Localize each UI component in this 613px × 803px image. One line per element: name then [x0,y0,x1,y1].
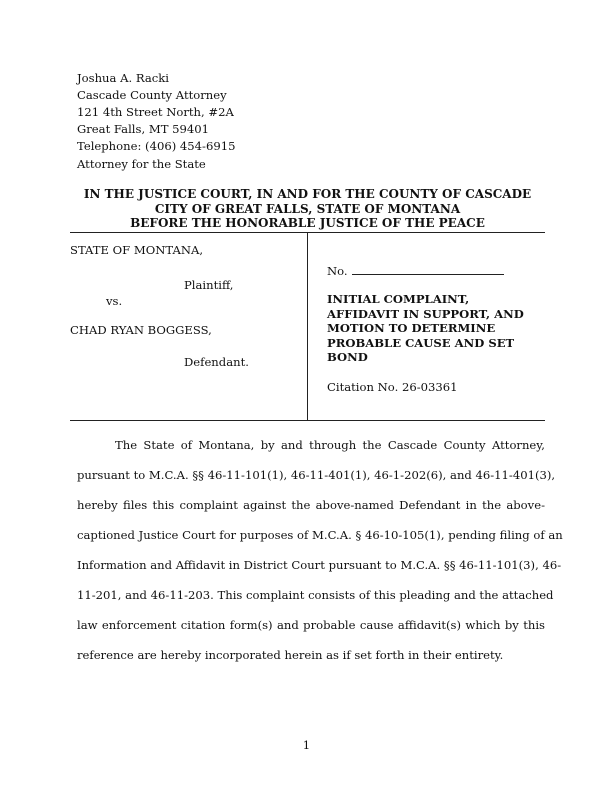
court-heading-line: CITY OF GREAT FALLS, STATE OF MONTANA [154,201,461,216]
defendant-label: Defendant. [184,355,249,369]
paragraph-line: Information and Affidavit in District Court pursuant to M.C.A. §§ 46-11-101(3), 46- [77,558,562,572]
document-title-line: BOND [327,350,368,364]
paragraph-line: law enforcement citation form(s) and probable cause affidavit(s) which by this [77,618,545,632]
document-title-line: INITIAL COMPLAINT, [327,292,470,306]
plaintiff-name: STATE OF MONTANA, [70,243,204,257]
document-title-line: AFFIDAVIT IN SUPPORT, AND [327,306,524,321]
paragraph-line: reference are hereby incorporated herein as if set forth in their entirety. [77,648,504,662]
plaintiff-label: Plaintiff, [184,278,234,292]
court-heading-line: BEFORE THE HONORABLE JUSTICE OF THE PEACE [130,216,485,230]
court-heading [70,187,545,231]
attorney-telephone: Telephone: (406) 454-6915 [77,139,236,153]
caption-bottom-rule [70,420,545,421]
caption-divider [307,232,308,420]
defendant-name: CHAD RYAN BOGGESS, [70,323,212,337]
versus-label: vs. [106,294,123,308]
paragraph-line: hereby files this complaint against the above-named Defendant in the above- [77,498,545,512]
paragraph-line: The State of Montana, by and through the Cascade County Attorney, [115,438,545,452]
document-title [327,292,524,365]
paragraph-line: 11-201, and 46-11-203. This complaint consists of this pleading and the attached [77,588,554,602]
document-title-line: PROBABLE CAUSE AND SET [327,335,515,350]
case-number [327,263,504,278]
citation-number: Citation No. 26-03361 [327,380,458,394]
page-number: 1 [302,738,311,752]
document-title-line: MOTION TO DETERMINE [327,321,496,335]
case-number-label: No. [327,264,348,278]
attorney-city: Great Falls, MT 59401 [77,122,209,136]
paragraph-line: captioned Justice Court for purposes of M.C.A. § 46-10-105(1), pending filing of an [77,528,563,542]
attorney-role: Attorney for the State [77,157,206,171]
court-heading-line: IN THE JUSTICE COURT, IN AND FOR THE COUNTY OF CASCADE [83,187,532,201]
attorney-block [77,70,235,155]
attorney-title: Cascade County Attorney [77,88,227,102]
attorney-street: 121 4th Street North, #2A [77,105,234,119]
paragraph-line: pursuant to M.C.A. §§ 46-11-101(1), 46-11-401(1), 46-1-202(6), and 46-11-401(3), [77,468,556,482]
case-number-blank [352,263,504,275]
attorney-name: Joshua A. Racki [77,71,169,85]
